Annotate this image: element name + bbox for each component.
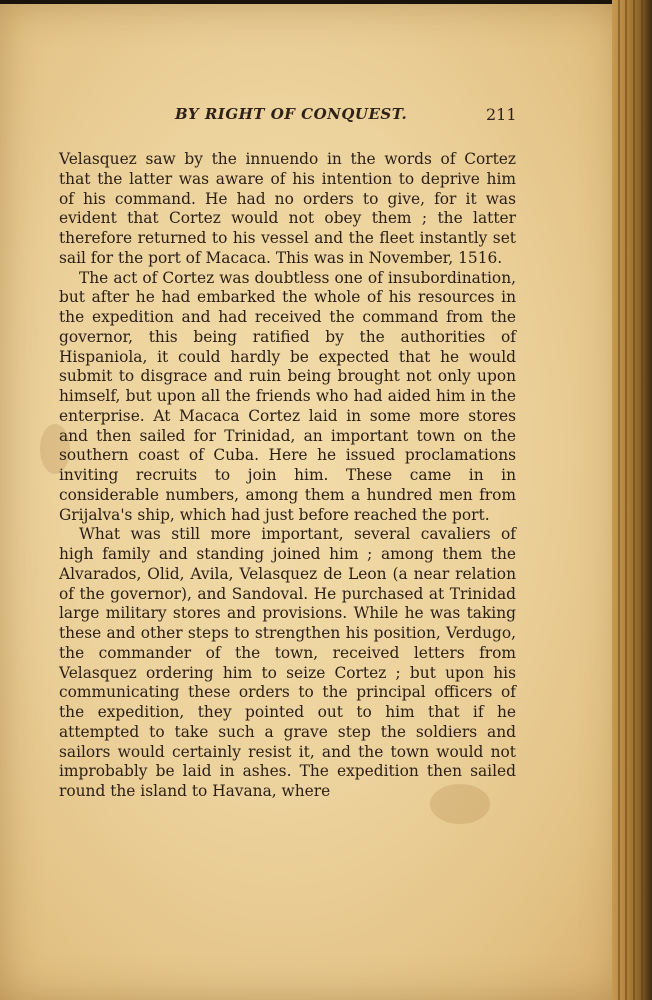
page-number: 211 [486, 105, 517, 124]
paragraph: The act of Cortez was doubtless one of insubordination, but after he had embarked the whole of his resources in the expedition and had received the command from the governor, this being ratified by the authorities of Hispaniola, it could hardly be expected that he would submit to disgrace and ruin being brought not only upon himself, but upon all the friends who had aided him in the enterprise. At Macaca Cortez laid in some more stores and then sailed for Trinidad, an important town on the southern coast of Cuba. Here he issued proclamations inviting recruits to join him. These came in in considerable numbers, among them a hundred men from Grijalva's ship, which had just before reached the port. [59, 268, 516, 524]
page-edge [612, 0, 652, 1000]
page-header [0, 105, 622, 129]
book-page [0, 4, 622, 1000]
paragraph: Velasquez saw by the innuendo in the words of Cortez that the latter was aware of his intention to deprive him of his command. He had no orders to give, for it was evident that Cortez would not obey them ; the latter therefore returned to his vessel and the fleet instantly set sail for the port of Macaca. This was in November, 1516. [59, 150, 516, 267]
paragraph: What was still more important, several cavaliers of high family and standing joined him ; among them the Alvarados, Olid, Avila, Velasquez de Leon (a near relation of the governor), and Sandoval. He purchased at Trinidad large military stores and provisions. While he was taking these and other steps to strengthen his position, Verdugo, the commander of the town, received letters from Velasquez ordering him to seize Cortez ; but upon his communicating these orders to the principal officers of the expedition, they pointed out to him that if he attempted to take such a grave step the soldiers and sailors would certainly resist it, and the town would not improbably be laid in ashes. The expedition then sailed round the island to Havana, where [59, 525, 516, 800]
running-title: BY RIGHT OF CONQUEST. [175, 105, 408, 123]
body-text [59, 150, 516, 802]
